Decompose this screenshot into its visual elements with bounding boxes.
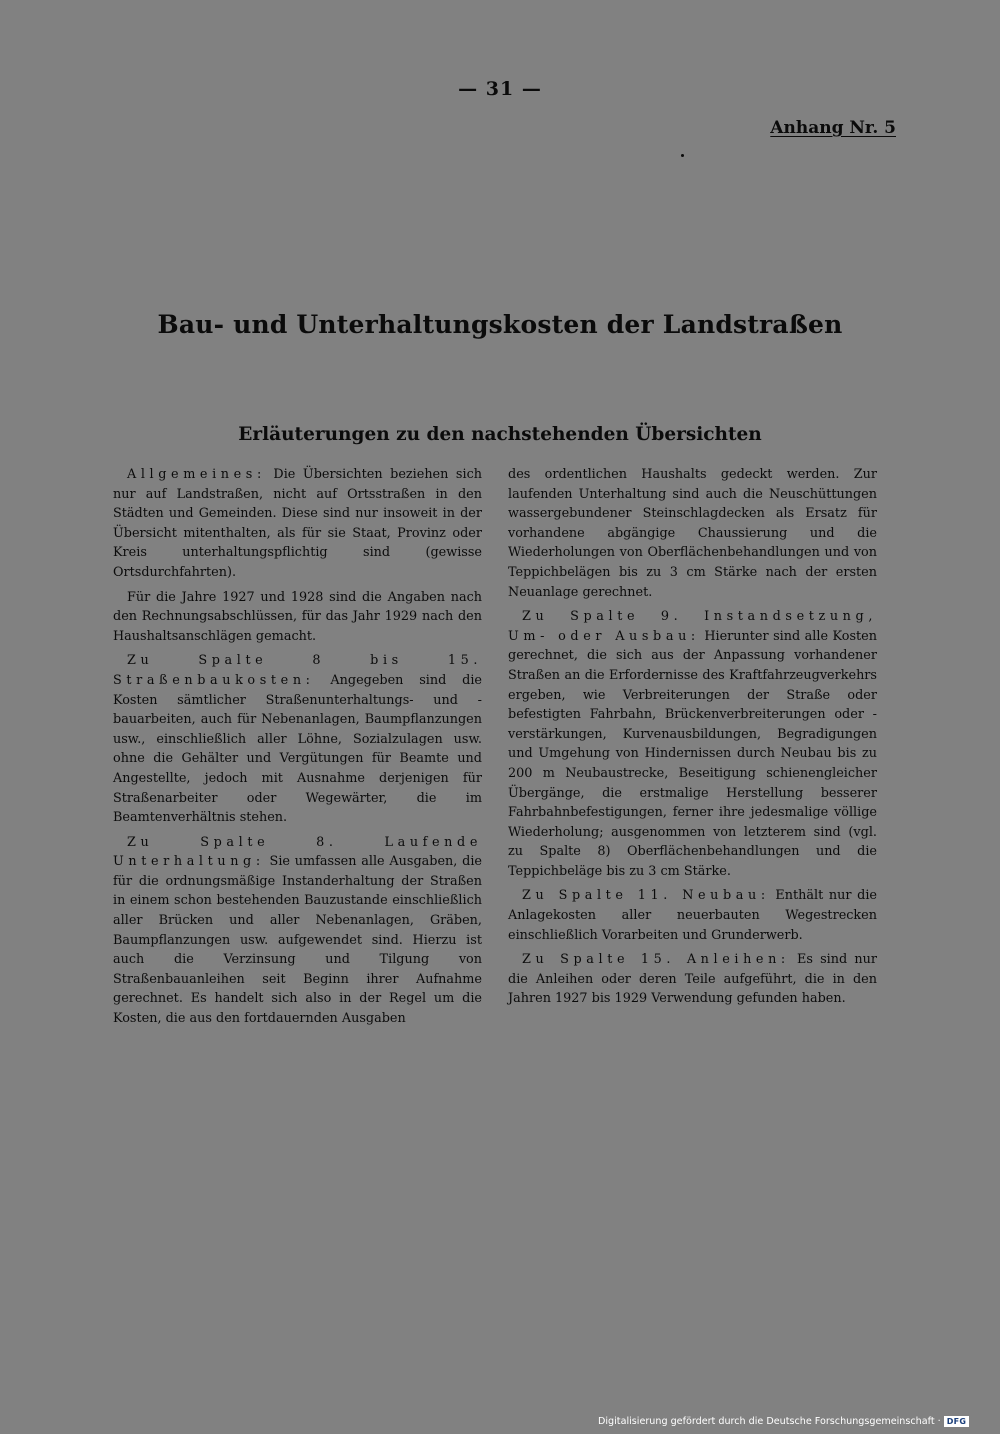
paragraph-spalte-9 [508, 607, 877, 881]
print-speck [681, 154, 684, 157]
paragraph-text: Hierunter sind alle Kosten gerechnet, die sich aus der Anpassung vorhandener Straßen an die Erfordernisse des Kraftfahrzeugverkehrs ergeben, wie Verbreiterungen der Straße oder befestigten Fahrbahn, Brückenverbreiterungen oder -verstärkungen, Kurvenausbildungen, Begradigungen und Umgehung von Hindernissen durch Neubau bis zu 200 m Neubaustrecke, Beseitigung schienengleicher Übergänge, die erstmalige Herstellung besserer Fahrbahnbefestigungen, ferner ihre jedesmalige völlige Wiederholung; ausgenommen von letzterem sind (vgl. zu Spalte 8) Oberflächenbehandlungen und die Teppichbeläge bis zu 3 cm Stärke. [508, 628, 877, 879]
page-number: — 31 — [458, 78, 542, 100]
paragraph-lead: Zu Spalte 11. Neubau: [522, 888, 770, 904]
footer-text: Digitalisierung gefördert durch die Deutsche Forschungsgemeinschaft · [598, 1416, 941, 1427]
paragraph-spalte-8-15 [113, 651, 482, 827]
left-text-column [113, 465, 482, 1034]
paragraph-lead: Zu Spalte 15. Anleihen: [522, 952, 790, 968]
paragraph-spalte-15 [508, 950, 877, 1009]
section-heading: Erläuterungen zu den nachstehenden Übersichten [238, 424, 762, 445]
paragraph-text: Sie umfassen alle Ausgaben, die für die ordnungsmäßige Instanderhaltung der Straßen in einem schon bestehenden Bauzustande einschließlich aller Brücken und aller Nebenanlagen, Gräben, Baumpflanzungen usw. aufgewendet sind. Hierzu ist auch die Verzinsung und Tilgung von Straßenbauanleihen seit Beginn ihrer Aufnahme gerechnet. Es handelt sich also in der Regel um die Kosten, die aus den fortdauernden Ausgaben [113, 854, 482, 1027]
paragraph-spalte-11 [508, 886, 877, 945]
document-title: Bau- und Unterhaltungskosten der Landstraßen [157, 310, 843, 339]
paragraph-lead: Zu Spalte 8 bis 15. Straßenbaukosten: [113, 653, 482, 688]
annex-label: Anhang Nr. 5 [770, 118, 896, 138]
paragraph-text: Die Übersichten beziehen sich nur auf Landstraßen, nicht auf Ortsstraßen in den Städten und Gemeinden. Diese sind nur insoweit in der Übersicht mitenthalten, als für sie Staat, Provinz oder Kreis unterhaltungspflichtig sind (gewisse Ortsdurchfahrten). [113, 467, 482, 580]
paragraph-lead: Zu Spalte 9. Instandsetzung, Um- oder Ausbau: [508, 609, 877, 644]
paragraph-text: Angegeben sind die Kosten sämtlicher Straßenunterhaltungs- und -bauarbeiten, auch für Nebenanlagen, Baumpflanzungen usw., einschließlich aller Löhne, Sozialzulagen usw. ohne die Gehälter und Vergütungen für Beamte und Angestellte, jedoch mit Ausnahme derjenigen für Straßenarbeiter oder Wegewärter, die im Beamtenverhältnis stehen. [113, 672, 482, 826]
paragraph-continuation: des ordentlichen Haushalts gedeckt werden. Zur laufenden Unterhaltung sind auch die Neuschüttungen wassergebundener Steinschlagdecken als Ersatz für vorhandene abgängige Chaussierung und die Wiederholungen von Oberflächenbehandlungen und von Teppichbelägen bis zu 3 cm Stärke nach der ersten Neuanlage gerechnet. [508, 467, 877, 600]
paragraph-text: Enthält nur die Anlagekosten aller neuerbauten Wegestrecken einschließlich Vorarbeiten und Grunderwerb. [508, 888, 878, 943]
paragraph-lead: Zu Spalte 8. Laufende Unterhaltung: [113, 834, 482, 870]
digitization-footer [598, 1416, 969, 1427]
paragraph-lead: Allgemeines: [127, 467, 266, 482]
dfg-logo: DFG [944, 1416, 970, 1427]
paragraph-allgemeines [113, 465, 482, 583]
paragraph-jahre: Für die Jahre 1927 und 1928 sind die Angaben nach den Rechnungsabschlüssen, für das Jahr 1929 nach den Haushaltsanschlägen gemacht. [113, 589, 482, 644]
paragraph-text: Es sind nur die Anleihen oder deren Teile aufgeführt, die in den Jahren 1927 bis 1929 Verwendung gefunden haben. [508, 952, 877, 1007]
right-text-column [508, 465, 877, 1014]
paragraph-spalte-8 [113, 833, 482, 1029]
